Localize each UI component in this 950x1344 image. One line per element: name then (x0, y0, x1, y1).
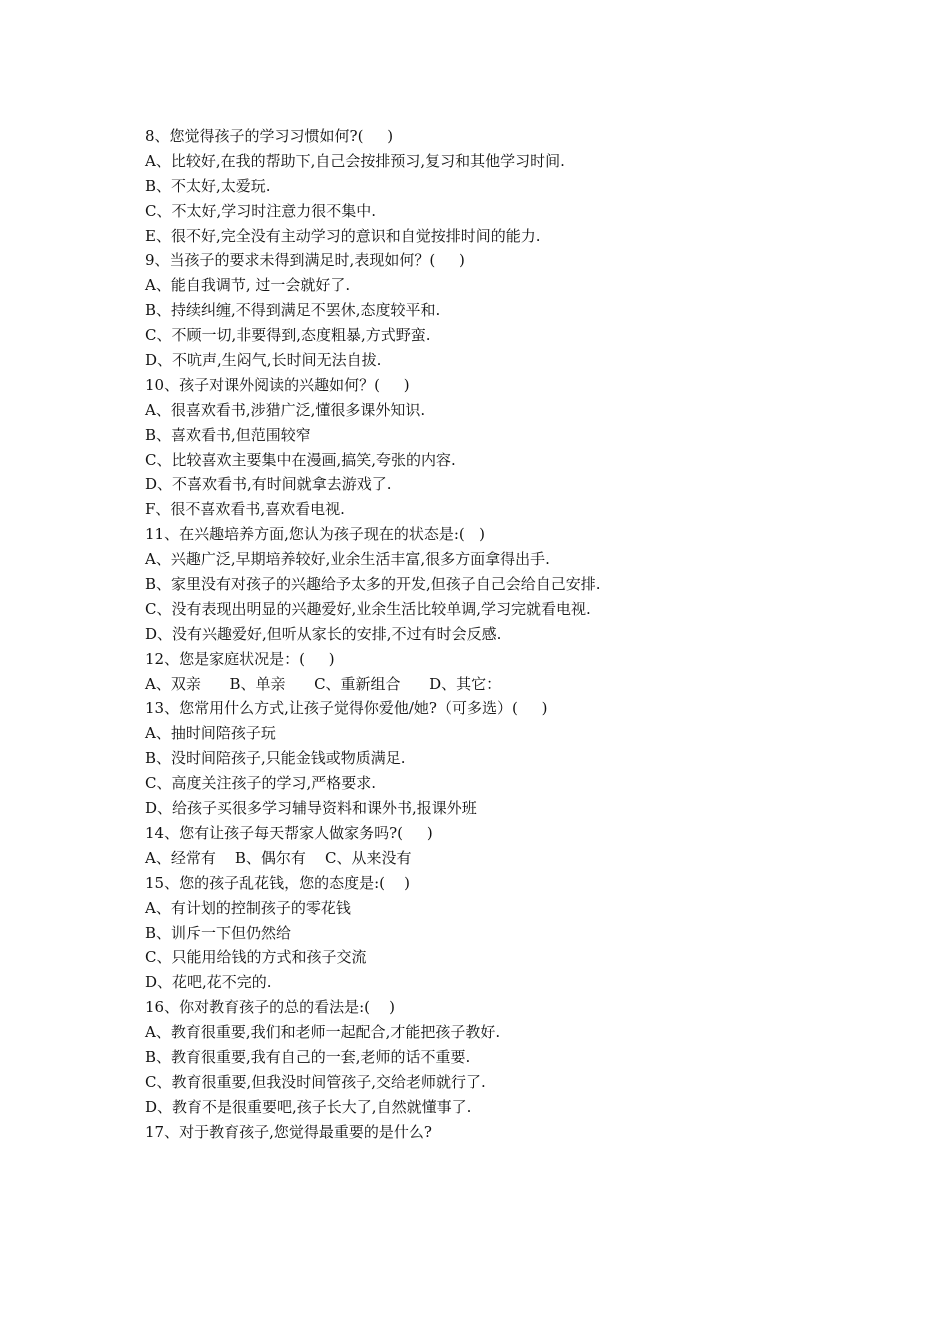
text-line: D、教育不是很重要吧,孩子长大了,自然就懂事了. (145, 1097, 472, 1116)
text-line: D、没有兴趣爱好,但听从家长的安排,不过有时会反感. (145, 624, 502, 643)
text-line: C、只能用给钱的方式和孩子交流 (145, 948, 367, 967)
text-line: C、没有表现出明显的兴趣爱好,业余生活比较单调,学习完就看电视. (145, 599, 591, 618)
text-line: B、喜欢看书,但范围较窄 (145, 425, 311, 444)
text-line: A、教育很重要,我们和老师一起配合,才能把孩子教好. (145, 1023, 501, 1042)
text-line: 10、孩子对课外阅读的兴趣如何？( ) (145, 375, 410, 394)
text-line: B、没时间陪孩子,只能金钱或物质满足. (145, 749, 406, 768)
text-line: 13、您常用什么方式,让孩子觉得你爱他/她?（可多选）( ) (145, 699, 548, 718)
questionnaire-text (145, 124, 845, 1145)
text-line: 14、您有让孩子每天帮家人做家务吗?( ) (145, 823, 433, 842)
text-line: A、双亲 B、单亲 C、重新组合 D、其它： (145, 674, 502, 693)
text-line: 12、您是家庭状况是：( ) (145, 649, 335, 668)
text-line: D、给孩子买很多学习辅导资料和课外书,报课外班 (145, 799, 477, 818)
text-line: 9、当孩子的要求未得到满足时,表现如何？( ) (145, 251, 465, 270)
text-line: C、比较喜欢主要集中在漫画,搞笑,夸张的内容. (145, 450, 456, 469)
text-line: D、不喜欢看书,有时间就拿去游戏了. (145, 475, 392, 494)
text-line: B、教育很重要,我有自己的一套,老师的话不重要. (145, 1047, 471, 1066)
text-line: A、抽时间陪孩子玩 (145, 724, 276, 743)
text-line: A、兴趣广泛,早期培养较好,业余生活丰富,很多方面拿得出手. (145, 550, 550, 569)
text-line: 16、你对教育孩子的总的看法是:( ) (145, 998, 395, 1017)
text-line: C、不太好,学习时注意力很不集中. (145, 201, 377, 220)
text-line: B、训斥一下但仍然给 (145, 923, 292, 942)
text-line: A、有计划的控制孩子的零花钱 (145, 898, 351, 917)
text-line: D、花吧,花不完的. (145, 973, 272, 992)
text-line: C、高度关注孩子的学习,严格要求. (145, 774, 377, 793)
text-line: C、不顾一切,非要得到,态度粗暴,方式野蛮. (145, 326, 431, 345)
text-line: E、很不好,完全没有主动学习的意识和自觉按排时间的能力. (145, 226, 541, 245)
text-line: B、不太好,太爱玩. (145, 176, 271, 195)
text-line: A、比较好,在我的帮助下,自己会按排预习,复习和其他学习时间. (145, 151, 565, 170)
text-line: B、家里没有对孩子的兴趣给予太多的开发,但孩子自己会给自己安排. (145, 575, 601, 594)
text-line: A、经常有 B、偶尔有 C、从来没有 (145, 848, 412, 867)
text-line: A、很喜欢看书,涉猎广泛,懂很多课外知识. (145, 400, 426, 419)
text-line: D、不吭声,生闷气,长时间无法自拔. (145, 351, 382, 370)
text-line: 11、在兴趣培养方面,您认为孩子现在的状态是:( ) (145, 525, 485, 544)
text-line: 17、对于教育孩子,您觉得最重要的是什么? (145, 1122, 432, 1141)
text-line: B、持续纠缠,不得到满足不罢休,态度较平和. (145, 301, 441, 320)
text-line: A、能自我调节, 过一会就好了. (145, 276, 351, 295)
text-line: C、教育很重要,但我没时间管孩子,交给老师就行了. (145, 1072, 486, 1091)
text-line: 15、您的孩子乱花钱，您的态度是:( ) (145, 873, 410, 892)
text-line: 8、您觉得孩子的学习习惯如何?( ) (145, 127, 394, 145)
text-line: F、很不喜欢看书,喜欢看电视. (145, 500, 345, 519)
